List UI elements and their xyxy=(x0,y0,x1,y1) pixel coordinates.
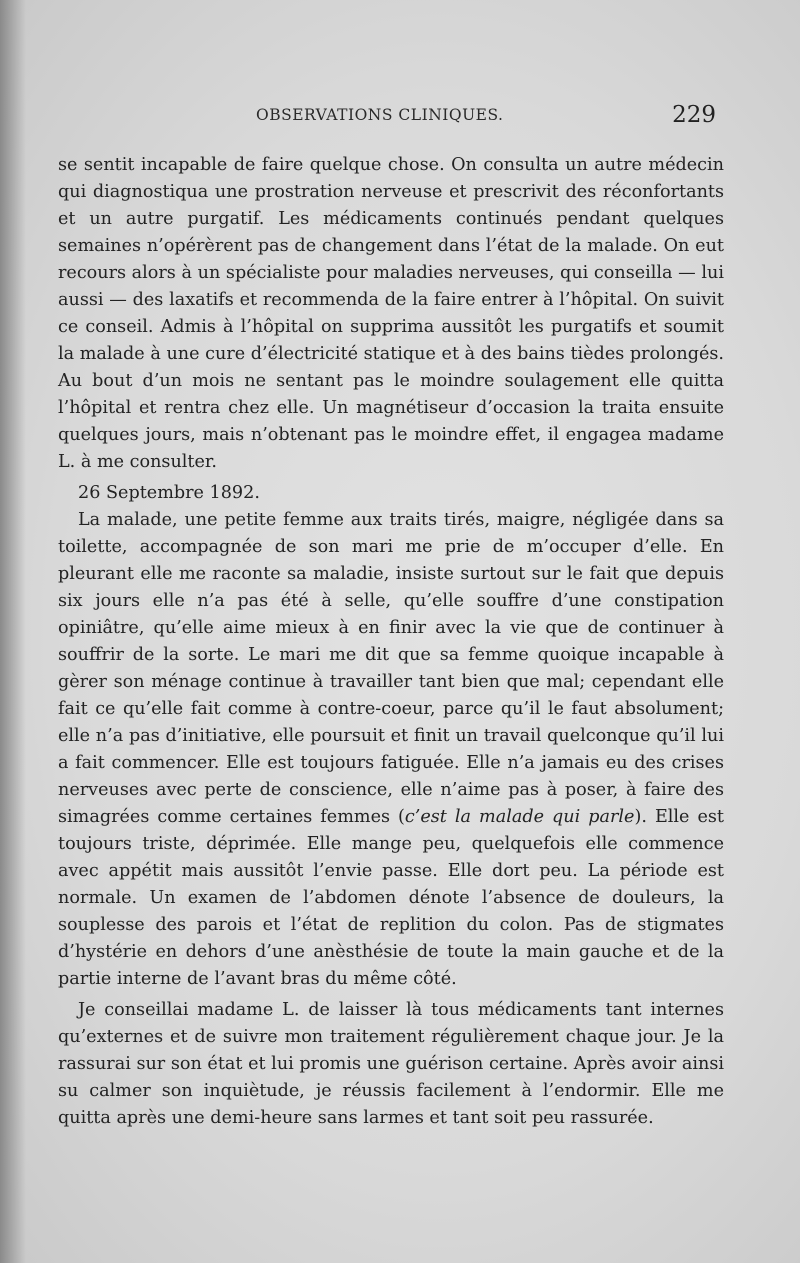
running-title: OBSERVATIONS CLINIQUES. xyxy=(256,106,504,124)
observation-date: 26 Septembre 1892. xyxy=(78,483,260,503)
paragraph-patient-description xyxy=(58,507,724,993)
paragraph-text: ). Elle est toujours triste, déprimée. Elle mange peu, quelquefois elle commence avec appétit mais aussitôt l’envie passe. Elle dort peu. La période est normale. Un examen de l’abdomen dénote l’absence de douleurs, la souplesse des parois et l’état de replition du colon. Pas de stigmates d’hystérie en dehors d’une anèsthésie de toute la main gauche et de la partie interne de l’avant bras du même côté. xyxy=(58,807,724,989)
page-header xyxy=(60,102,720,132)
italic-quote: c’est la malade qui parle xyxy=(404,807,635,827)
paragraph-text: La malade, une petite femme aux traits tirés, maigre, négligée dans sa toilette, accompagnée de son mari me prie de m’occuper d’elle. En pleurant elle me raconte sa maladie, insiste surtout sur le fait que depuis six jours elle n’a pas été à selle, qu’elle souffre d’une constipation opiniâtre, qu’elle aime mieux à en finir avec la vie que de continuer à souffrir de la sorte. Le mari me dit que sa femme quoique incapable à gèrer son ménage continue à travailler tant bien que mal; cependant elle fait ce qu’elle fait comme à contre-coeur, parce qu’il le faut absolument; elle n’a pas d’initiative, elle poursuit et finit un travail quelconque qu’il lui a fait commencer. Elle est toujours fatiguée. Elle n’a jamais eu des crises nerveuses avec perte de conscience, elle n’aime pas à poser, à faire des simagrées comme certaines femmes ( xyxy=(58,510,724,827)
page-number: 229 xyxy=(672,102,716,128)
paragraph-treatment: Je conseillai madame L. de laisser là tous médicaments tant internes qu’externes et de suivre mon traitement régulièrement chaque jour. Je la rassurai sur son état et lui promis une guérison certaine. Après avoir ainsi su calmer son inquiètude, je réussis facilement à l’endormir. Elle me quitta après une demi-heure sans larmes et tant soit peu rassurée. xyxy=(58,1000,724,1128)
page-body xyxy=(58,152,724,1132)
paragraph-continuation: se sentit incapable de faire quelque chose. On consulta un autre médecin qui diagnostiqua une prostration nerveuse et prescrivit des réconfortants et un autre purgatif. Les médicaments continués pendant quelques semaines n’opérèrent pas de changement dans l’état de la malade. On eut recours alors à un spécialiste pour maladies nerveuses, qui conseilla — lui aussi — des laxatifs et recommenda de la faire entrer à l’hôpital. On suivit ce conseil. Admis à l’hôpital on supprima aussitôt les purgatifs et soumit la malade à une cure d’électricité statique et à des bains tièdes prolongés. Au bout d’un mois ne sentant pas le moindre soulagement elle quitta l’hôpital et rentra chez elle. Un magnétiseur d’occasion la traita ensuite quelques jours, mais n’obtenant pas le moindre effet, il engagea madame L. à me consulter. xyxy=(58,155,724,472)
